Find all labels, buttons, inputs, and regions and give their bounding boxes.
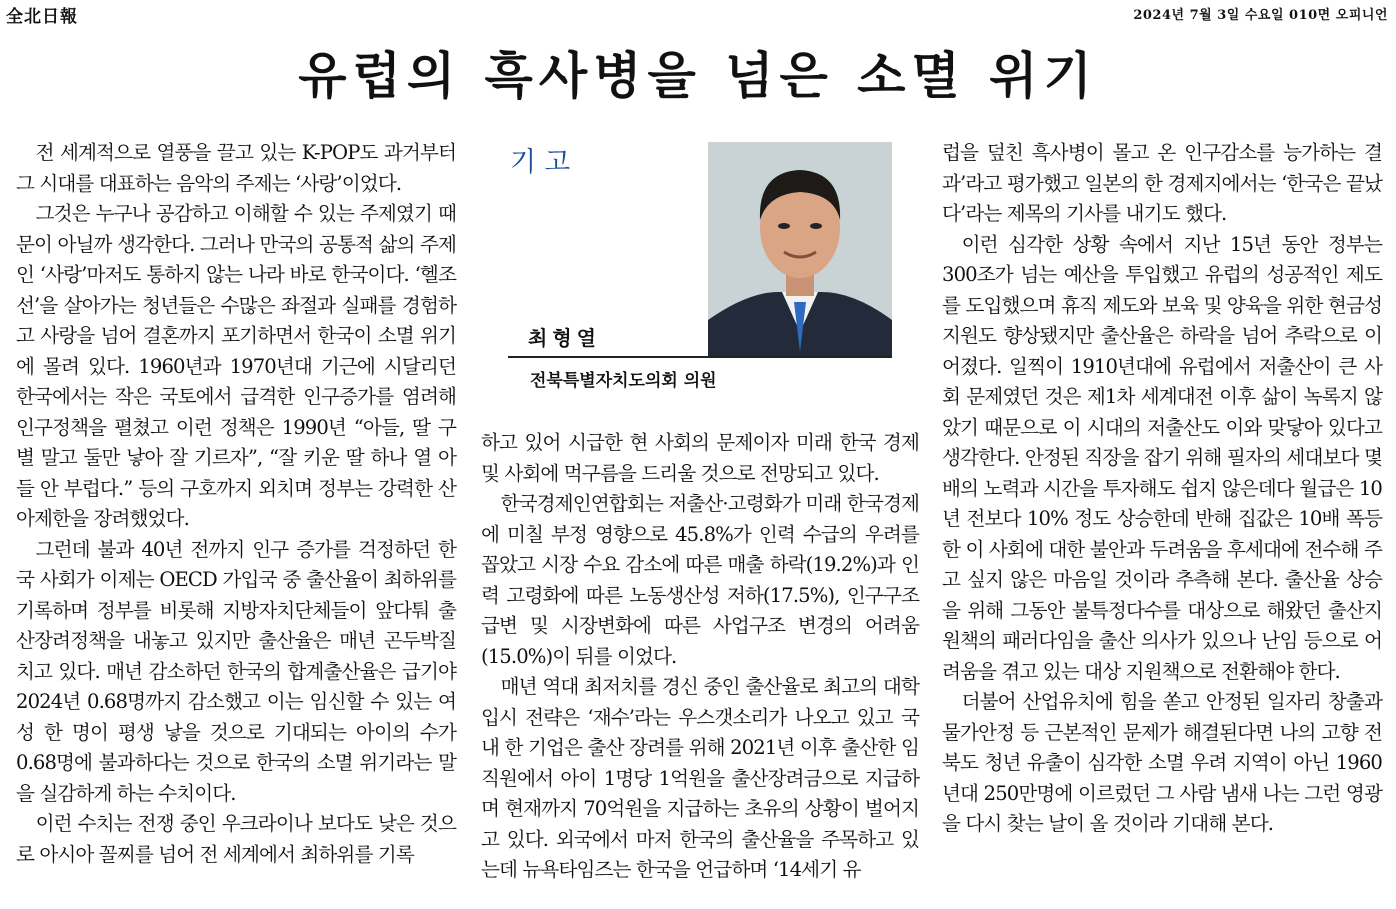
article-column-1 [16, 138, 456, 870]
paragraph: 럽을 덮친 흑사병이 몰고 온 인구감소를 능가하는 결과’라고 평가했고 일본의 한 경제지에서는 ‘한국은 끝났다’라는 제목의 기사를 내기도 했다. [942, 141, 1382, 225]
paragraph: 전 세계적으로 열풍을 끌고 있는 K-POP도 과거부터 그 시대를 대표하는 음악의 주제는 ‘사랑’이었다. [16, 141, 456, 195]
paragraph: 그런데 불과 40년 전까지 인구 증가를 걱정하던 한국 사회가 이제는 OECD 가입국 중 출산율이 최하위를 기록하며 정부를 비롯해 지방자치단체들이 앞다퉈 출산장려정책을 내놓고 있지만 출산율은 매년 곤두박질치고 있다. 매년 감소하던 한국의 합계출산율은 급기야 2024년 0.68명까지 감소했고 이는 임신할 수 있는 여성 한 명이 평생 낳을 것으로 기대되는 아이의 수가 0.68명에 불과하다는 것으로 한국의 소멸 위기라는 말을 실감하게 하는 수치이다. [16, 537, 456, 805]
paragraph: 매년 역대 최저치를 경신 중인 출산율로 최고의 대학 입시 전략은 ‘재수’라는 우스갯소리가 나오고 있고 국내 한 기업은 출산 장려를 위해 2021년 이후 출산한 임직원에서 아이 1명당 1억원을 출산장려금으로 지급하며 현재까지 70억원을 지급하는 초유의 상황이 벌어지고 있다. 외국에서 마저 한국의 출산율을 주목하고 있는데 뉴욕타임즈는 한국을 언급하며 ‘14세기 유 [481, 675, 919, 881]
paragraph: 그것은 누구나 공감하고 이해할 수 있는 주제였기 때문이 아닐까 생각한다. 그러나 만국의 공통적 삶의 주제인 ‘사랑’마저도 통하지 않는 나라 바로 한국이다. ‘헬조선’을 살아가는 청년들은 수많은 좌절과 실패를 경험하고 사랑을 넘어 결혼까지 포기하면서 한국이 소멸 위기에 몰려 있다. 1960년과 1970년대 기근에 시달리던 한국에서는 작은 국토에서 급격한 인구증가를 염려해 인구정책을 펼쳤고 이런 정책은 1990년 “아들, 딸 구별 말고 둘만 낳아 잘 기르자”, “잘 키운 딸 하나 열 아들 안 부럽다.” 등의 구호까지 외치며 정부는 강력한 산아제한을 장려했었다. [16, 202, 456, 530]
page-header [0, 0, 1396, 26]
paragraph: 이런 수치는 전쟁 중인 우크라이나 보다도 낮은 것으로 아시아 꼴찌를 넘어 전 세계에서 최하위를 기록 [16, 812, 456, 866]
article-column-2 [481, 428, 919, 886]
paragraph: 이런 심각한 상황 속에서 지난 15년 동안 정부는 300조가 넘는 예산을 투입했고 유럽의 성공적인 제도를 도입했으며 휴직 제도와 보육 및 양육을 위한 현금성 지원도 향상됐지만 출산율은 하락을 넘어 추락으로 이어졌다. 일찍이 1910년대에 유럽에서 저출산이 큰 사회 문제였던 것은 제1차 세계대전 이후 삶이 녹록지 않았기 때문으로 이 시대의 저출산도 이와 맞닿아 있다고 생각한다. 안정된 직장을 잡기 위해 필자의 세대보다 몇 배의 노력과 시간을 투자해도 쉽지 않은데다 월급은 10년 전보다 10% 정도 상승한데 반해 집값은 10배 폭등한 이 사회에 대한 불안과 두려움을 후세대에 전수해 주고 싶지 않은 마음일 것이라 추측해 본다. 출산율 상승을 위해 그동안 불특정다수를 대상으로 해왔던 출산지원책의 패러다임을 출산 의사가 있으나 난임 등으로 어려움을 겪고 있는 대상 지원책으로 전환해야 한다. [942, 232, 1382, 683]
section-label: 기고 [510, 147, 579, 178]
contributor-box [480, 130, 920, 420]
newspaper-masthead: 全北日報 [6, 7, 78, 27]
author-title: 전북특별자치도의회 의원 [530, 371, 717, 391]
paragraph: 한국경제인연합회는 저출산·고령화가 미래 한국경제에 미칠 부정 영향으로 45.8%가 인력 수급의 우려를 꼽았고 시장 수요 감소에 따른 매출 하락(19.2%)과 인력 고령화에 따른 노동생산성 저하(17.5%), 인구구조 급변 및 시장변화에 따른 사업구조 변경의 어려움(15.0%)이 뒤를 이었다. [481, 492, 919, 668]
divider [508, 356, 892, 358]
article-column-3 [942, 138, 1382, 840]
paragraph: 하고 있어 시급한 현 사회의 문제이자 미래 한국 경제 및 사회에 먹구름을 드리울 것으로 전망되고 있다. [481, 431, 919, 485]
author-name: 최형열 [528, 326, 601, 350]
author-photo [708, 142, 892, 358]
article-headline: 유럽의 흑사병을 넘은 소멸 위기 [298, 47, 1098, 105]
issue-dateline: 2024년 7월 3일 수요일 010면 오피니언 [1133, 8, 1388, 23]
author-portrait-icon [708, 142, 892, 358]
paragraph: 더불어 산업유치에 힘을 쏟고 안정된 일자리 창출과 물가안정 등 근본적인 문제가 해결된다면 나의 고향 전북도 청년 유출이 심각한 소멸 우려 지역이 아닌 1960년대 250만명에 이르렀던 그 사람 냄새 나는 그런 영광을 다시 찾는 날이 올 것이라 기대해 본다. [942, 690, 1382, 835]
